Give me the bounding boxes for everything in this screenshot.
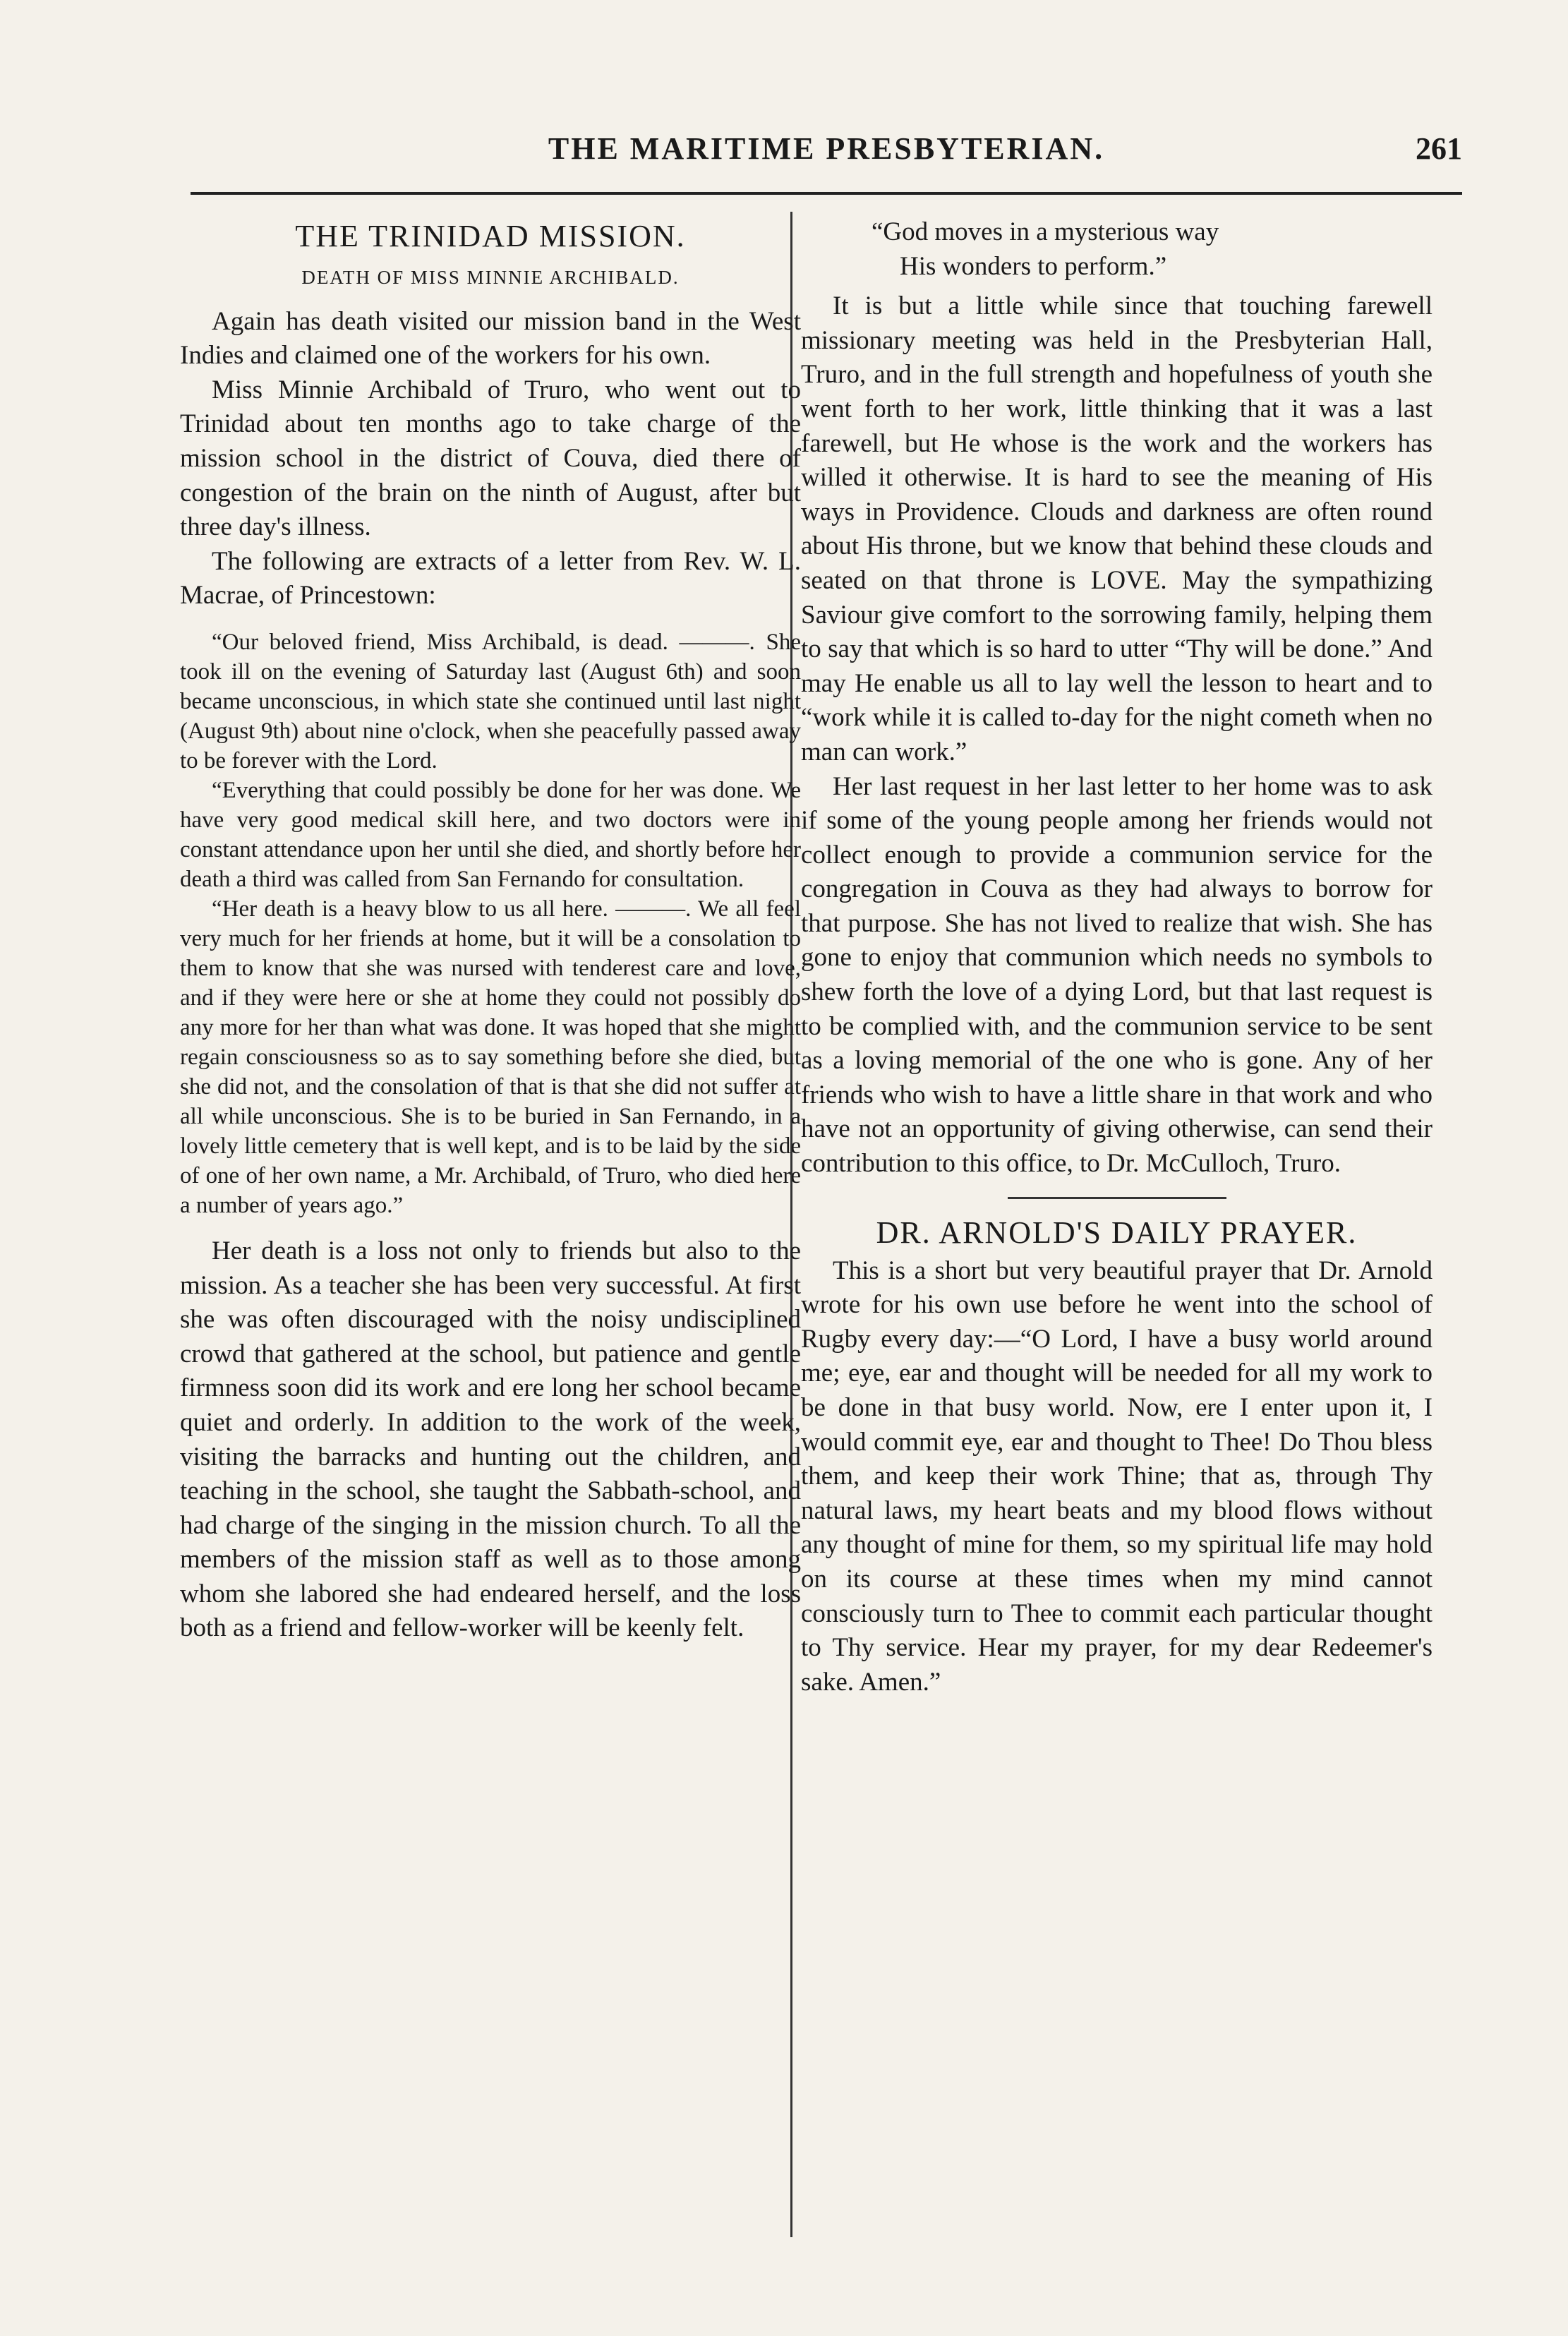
running-head xyxy=(191,131,1462,187)
hymn-verse xyxy=(801,215,1433,284)
paragraph: Her death is a loss not only to friends but also to the mission. As a teacher she has been very successful. At first she was often discouraged with the noisy undisciplined crowd that gathered at the school, but patience and gentle firmness soon did its work and ere long her school became quiet and orderly. In addition to the work of the week, visiting the barracks and hunting out the children, and teaching in the school, she taught the Sabbath-school, and had charge of the singing in the mission church. To all the members of the mission staff as well as to those among whom she labored she had endeared herself, and the loss both as a friend and fellow-worker will be keenly felt. xyxy=(180,1236,801,1643)
page-number: 261 xyxy=(1416,131,1462,166)
letter-extract: “Our beloved friend, Miss Archibald, is dead. ———. She took ill on the evening of Saturday last (August 6th) and soon became unconscious, in which state she continued until last night (August 9th) about nine o'clock, when she peacefully passed away to be forever with the Lord. xyxy=(180,629,801,773)
verse-line: “God moves in a mysterious way xyxy=(872,217,1219,246)
paragraph: Miss Minnie Archibald of Truro, who went out to Trinidad about ten months ago to take charge of the mission school in the district of Couva, died there of congestion of the brain on the ninth of August, after but three day's illness. xyxy=(180,375,801,542)
paragraph: Again has death visited our mission band in the West Indies and claimed one of the workers for his own. xyxy=(180,306,801,371)
paragraph: It is but a little while since that touching farewell missionary meeting was held in the Presbyterian Hall, Truro, and in the full strength and hopefulness of youth she went forth to her work, little thinking that it was a last farewell, but He whose is the work and the workers has willed it otherwise. It is hard to see the meaning of His ways in Providence. Clouds and darkness are often round about His throne, but we know that behind these clouds and seated on that throne is LOVE. May the sympathizing Saviour give comfort to the sorrowing family, helping them to say that which is so hard to utter “Thy will be done.” And may He enable us all to lay well the lesson to heart and to “work while it is called to-day for the night cometh when no man can work.” xyxy=(801,291,1433,766)
paragraph: Her last request in her last letter to her home was to ask if some of the young people among her friends would not collect enough to provide a communion service for the congregation in Couva as they had always to borrow for that purpose. She has not lived to realize that wish. She has gone to enjoy that communion which needs no symbols to shew forth the love of a dying Lord, but that last request is to be complied with, and the communion service to be sent as a loving memorial of the one who is gone. Any of her friends who wish to have a little share in that work and who have not an opportunity of giving otherwise, can send their contribution to this office, to Dr. McCulloch, Truro. xyxy=(801,771,1433,1179)
right-column xyxy=(801,215,1433,1699)
article-title-trinidad: THE TRINIDAD MISSION. xyxy=(295,219,686,253)
journal-title: THE MARITIME PRESBYTERIAN. xyxy=(548,131,1105,166)
letter-extract: “Her death is a heavy blow to us all here. ———. We all feel very much for her friends at home, but it will be a consolation to them to know that she was nursed with tenderest care and love, and if they were here or she at home they could not possibly do any more for her than what was done. It was hoped that she might regain consciousness so as to say something before she died, but she did not, and the consolation of that is that she did not suffer at all while unconscious. She is to be buried in San Fernando, in a lovely little cemetery that is well kept, and is to be laid by the side of one of her own name, a Mr. Archibald, of Truro, who died here a number of years ago.” xyxy=(180,896,801,1218)
paragraph: The following are extracts of a letter from Rev. W. L. Macrae, of Princestown: xyxy=(180,546,801,610)
letter-extract: “Everything that could possibly be done for her was done. We have very good medical skill here, and two doctors were in constant attendance upon her until she died, and shortly before her death a third was called from San Fernando for consultation. xyxy=(180,777,801,892)
left-column xyxy=(180,215,801,1646)
article-title-arnold: DR. ARNOLD'S DAILY PRAYER. xyxy=(876,1215,1358,1250)
article-subtitle: DEATH OF MISS MINNIE ARCHIBALD. xyxy=(301,267,680,288)
paragraph: This is a short but very beautiful prayer that Dr. Arnold wrote for his own use before he went into the school of Rugby every day:—“O Lord, I have a busy world around me; eye, ear and thought will be needed for all my work to be done in that busy world. Now, ere I enter upon it, I would commit eye, ear and thought to Thee! Do Thou bless them, and keep their work Thine; that as, through Thy natural laws, my heart beats and my blood flows without any thought of mine for them, so my spiritual life may hold on its course at these times when my mind cannot consciously turn to Thee to commit each particular thought to Thy service. Hear my prayer, for my dear Redeemer's sake. Amen.” xyxy=(801,1256,1433,1697)
section-rule xyxy=(1008,1197,1226,1199)
verse-line: His wonders to perform.” xyxy=(900,251,1167,281)
header-rule xyxy=(191,192,1462,195)
